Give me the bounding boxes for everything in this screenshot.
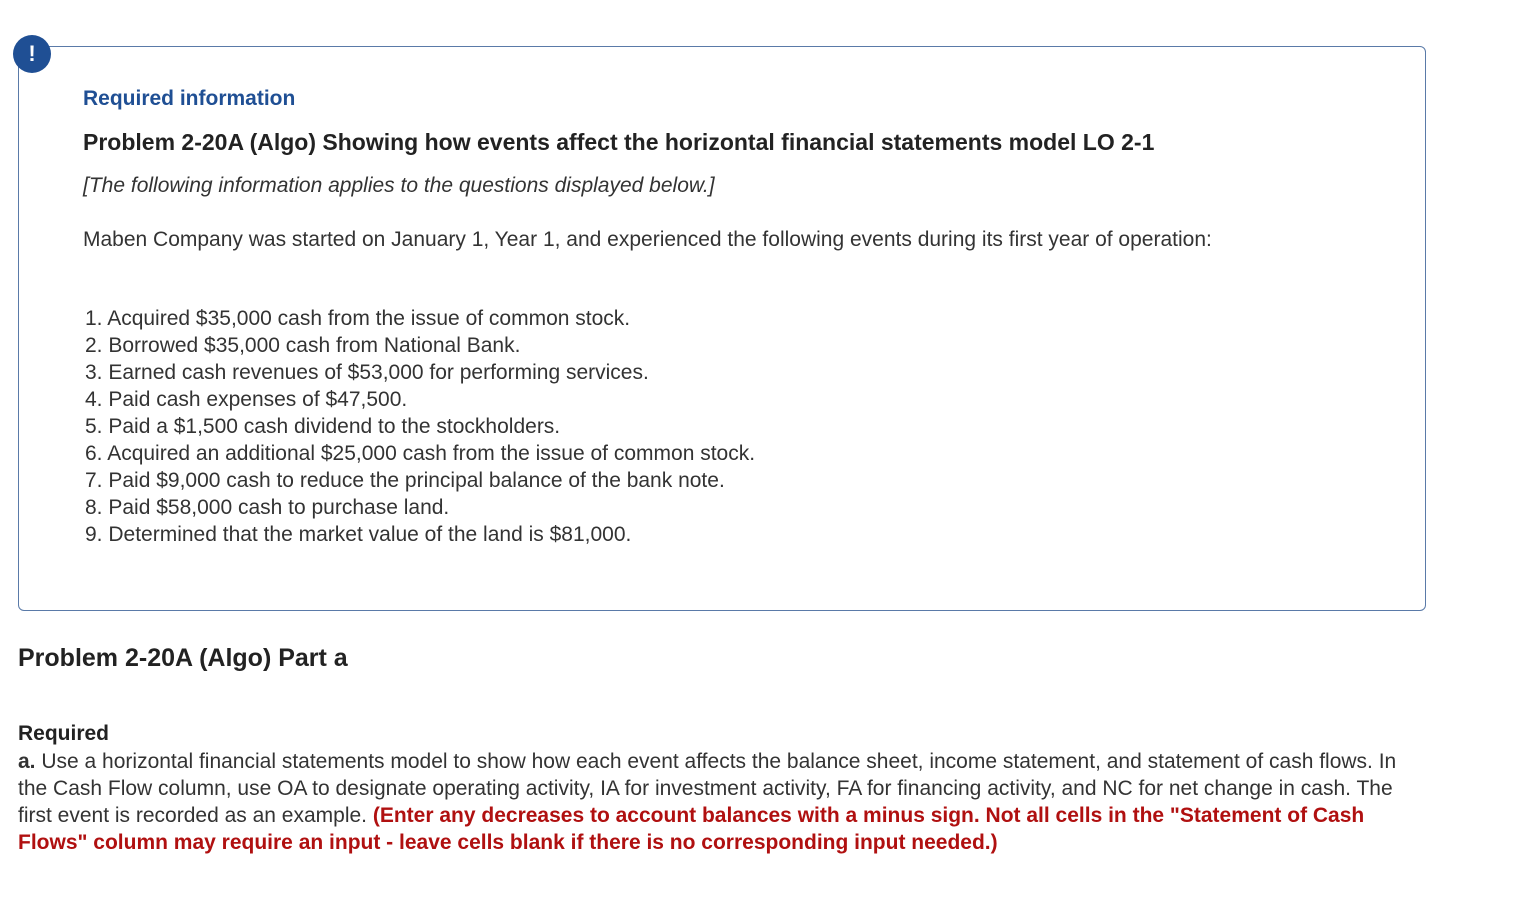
applies-note: [The following information applies to the questions displayed below.]	[83, 174, 715, 197]
part-title: Problem 2-20A (Algo) Part a	[18, 644, 348, 672]
required-heading: Required	[18, 722, 110, 745]
intro-text: Maben Company was started on January 1, Year 1, and experienced the following events during its first year of operation:	[83, 228, 1212, 251]
events-list	[85, 305, 755, 548]
event-item: 4. Paid cash expenses of $47,500.	[85, 388, 408, 411]
event-item: 8. Paid $58,000 cash to purchase land.	[85, 496, 450, 519]
event-item: 1. Acquired $35,000 cash from the issue of common stock.	[85, 307, 631, 330]
exclamation-icon: !	[13, 35, 51, 73]
instructions	[18, 748, 1430, 856]
problem-title: Problem 2-20A (Algo) Showing how events affect the horizontal financial statements model LO 2-1	[83, 129, 1155, 155]
required-information-label: Required information	[83, 87, 296, 110]
event-item: 5. Paid a $1,500 cash dividend to the stockholders.	[85, 415, 561, 438]
instruction-text: Use a horizontal financial statements model to show how each event affects the balance sheet, income statement, and statement of cash flows. In the Cash Flow column, use OA to designate operating activity, IA for investment activity, FA for financing activity, and NC for net change in cash. The first event is recorded as an example.	[18, 750, 1397, 827]
item-label: a.	[18, 750, 36, 773]
event-item: 9. Determined that the market value of the land is $81,000.	[85, 523, 632, 546]
event-item: 2. Borrowed $35,000 cash from National Bank.	[85, 334, 521, 357]
required-information-panel	[18, 46, 1426, 611]
emphasis-note: (Enter any decreases to account balances with a minus sign. Not all cells in the "Statement of Cash Flows" column may require an input - leave cells blank if there is no corresponding input needed.)	[18, 804, 1365, 854]
event-item: 3. Earned cash revenues of $53,000 for performing services.	[85, 361, 649, 384]
event-item: 6. Acquired an additional $25,000 cash from the issue of common stock.	[85, 442, 756, 465]
event-item: 7. Paid $9,000 cash to reduce the principal balance of the bank note.	[85, 469, 725, 492]
